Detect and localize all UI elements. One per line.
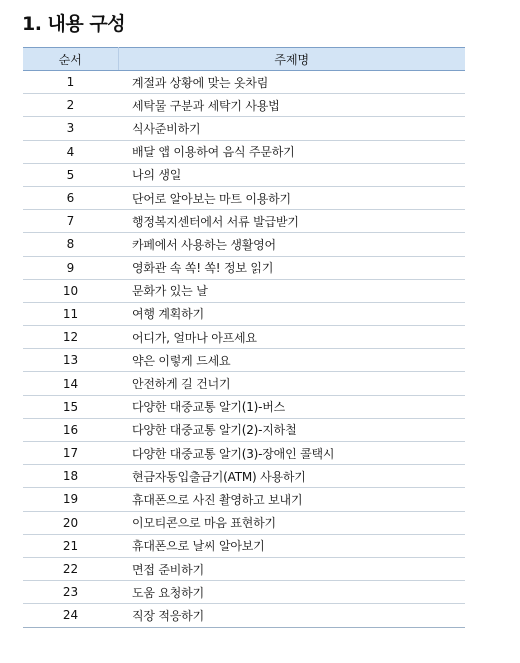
table-row [23,163,465,186]
row-topic-title: 문화가 있는 날 [118,279,465,302]
row-topic-title: 행정복지센터에서 서류 발급받기 [118,210,465,233]
row-order-number: 19 [23,488,118,511]
row-order-number: 18 [23,465,118,488]
row-topic-title: 직장 적응하기 [118,604,465,627]
row-order-number: 15 [23,395,118,418]
row-order-number: 2 [23,94,118,117]
table-row [23,279,465,302]
table-row [23,418,465,441]
row-topic-title: 휴대폰으로 날씨 알아보기 [118,534,465,557]
row-order-number: 1 [23,71,118,94]
row-order-number: 10 [23,279,118,302]
row-topic-title: 다양한 대중교통 알기(2)-지하철 [118,418,465,441]
table-row [23,71,465,94]
table-header [23,48,465,71]
row-order-number: 17 [23,442,118,465]
row-topic-title: 단어로 알아보는 마트 이용하기 [118,186,465,209]
row-order-number: 20 [23,511,118,534]
header-order: 순서 [23,48,118,71]
row-topic-title: 카페에서 사용하는 생활영어 [118,233,465,256]
row-topic-title: 세탁물 구분과 세탁기 사용법 [118,94,465,117]
table-row [23,511,465,534]
table-body [23,71,465,628]
table-row [23,534,465,557]
table-row [23,233,465,256]
row-topic-title: 도움 요청하기 [118,581,465,604]
table-row [23,186,465,209]
row-topic-title: 안전하게 길 건너기 [118,372,465,395]
row-topic-title: 식사준비하기 [118,117,465,140]
row-topic-title: 휴대폰으로 사진 촬영하고 보내기 [118,488,465,511]
row-topic-title: 다양한 대중교통 알기(3)-장애인 콜택시 [118,442,465,465]
row-topic-title: 약은 이렇게 드세요 [118,349,465,372]
table-row [23,442,465,465]
table-row [23,349,465,372]
row-order-number: 3 [23,117,118,140]
header-row [23,48,465,71]
row-order-number: 7 [23,210,118,233]
table-row [23,302,465,325]
row-order-number: 5 [23,163,118,186]
row-topic-title: 계절과 상황에 맞는 옷차림 [118,71,465,94]
header-topic: 주제명 [118,48,465,71]
row-topic-title: 현금자동입출금기(ATM) 사용하기 [118,465,465,488]
row-order-number: 16 [23,418,118,441]
table-row [23,372,465,395]
row-topic-title: 여행 계획하기 [118,302,465,325]
row-order-number: 23 [23,581,118,604]
row-topic-title: 다양한 대중교통 알기(1)-버스 [118,395,465,418]
table-row [23,94,465,117]
table-row [23,488,465,511]
table-row [23,604,465,627]
row-topic-title: 면접 준비하기 [118,557,465,580]
table-row [23,395,465,418]
table-row [23,140,465,163]
row-topic-title: 영화관 속 쏙! 쏙! 정보 읽기 [118,256,465,279]
table-row [23,210,465,233]
row-order-number: 21 [23,534,118,557]
row-order-number: 11 [23,302,118,325]
row-topic-title: 이모티콘으로 마음 표현하기 [118,511,465,534]
contents-table [23,47,465,628]
row-order-number: 13 [23,349,118,372]
row-topic-title: 나의 생일 [118,163,465,186]
row-order-number: 9 [23,256,118,279]
row-order-number: 14 [23,372,118,395]
row-order-number: 22 [23,557,118,580]
section-title: 1. 내용 구성 [22,13,126,35]
row-order-number: 24 [23,604,118,627]
row-topic-title: 배달 앱 이용하여 음식 주문하기 [118,140,465,163]
table-row [23,326,465,349]
row-order-number: 4 [23,140,118,163]
row-order-number: 8 [23,233,118,256]
row-order-number: 12 [23,326,118,349]
row-topic-title: 어디가, 얼마나 아프세요 [118,326,465,349]
row-order-number: 6 [23,186,118,209]
table-row [23,117,465,140]
table-row [23,581,465,604]
table-row [23,256,465,279]
table-row [23,465,465,488]
table-row [23,557,465,580]
